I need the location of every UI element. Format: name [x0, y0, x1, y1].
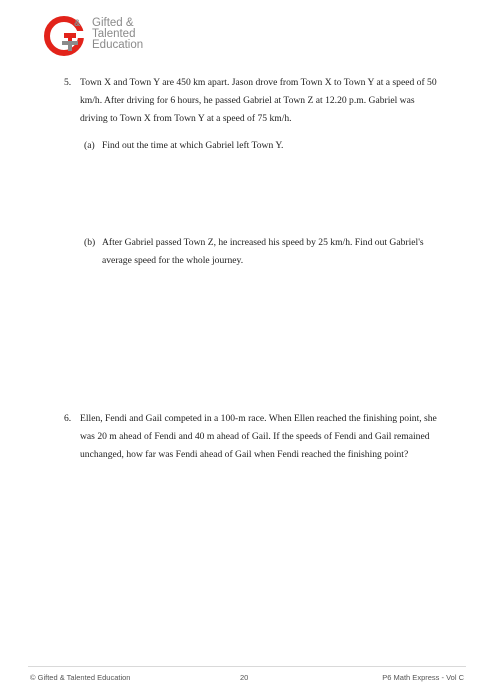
question-text	[80, 410, 437, 464]
part-line: average speed for the whole journey.	[102, 255, 244, 266]
part-line: After Gabriel passed Town Z, he increased his speed by 25 km/h. Find out Gabriel's	[102, 237, 424, 248]
footer-copyright: © Gifted & Talented Education	[30, 673, 131, 682]
svg-text:&: &	[74, 18, 81, 28]
page-number: 20	[240, 673, 249, 682]
part-label: (a)	[84, 140, 95, 151]
question-line: was 20 m ahead of Fendi and 40 m ahead of Gail. If the speeds of Fendi and Gail remained	[80, 431, 430, 442]
question-line: unchanged, how far was Fendi ahead of Gail when Fendi reached the finishing point?	[80, 449, 409, 460]
question-line: driving to Town X from Town Y at a speed of 75 km/h.	[80, 113, 292, 124]
question-line: Town X and Town Y are 450 km apart. Jason drove from Town X to Town Y at a speed of 50	[80, 77, 437, 88]
brand-name	[92, 18, 143, 51]
gte-logo-icon	[42, 14, 88, 58]
footer-book-title: P6 Math Express - Vol C	[382, 673, 464, 682]
part-text	[102, 234, 424, 270]
question-line: km/h. After driving for 6 hours, he passed Gabriel at Town Z at 12.20 p.m. Gabriel was	[80, 95, 415, 106]
question-number: 5.	[64, 77, 72, 88]
brand-line-2: Talented	[92, 28, 136, 40]
footer-divider	[28, 666, 466, 667]
question-line: Ellen, Fendi and Gail competed in a 100-m race. When Ellen reached the finishing point, she	[80, 413, 437, 424]
brand-line-3: Education	[92, 39, 144, 51]
part-label: (b)	[84, 237, 96, 248]
question-text	[80, 74, 437, 128]
part-text	[102, 137, 283, 155]
question-number: 6.	[64, 413, 72, 424]
brand-logo	[42, 14, 152, 58]
part-line: Find out the time at which Gabriel left Town Y.	[102, 140, 284, 151]
brand-line-1: Gifted &	[92, 17, 134, 29]
